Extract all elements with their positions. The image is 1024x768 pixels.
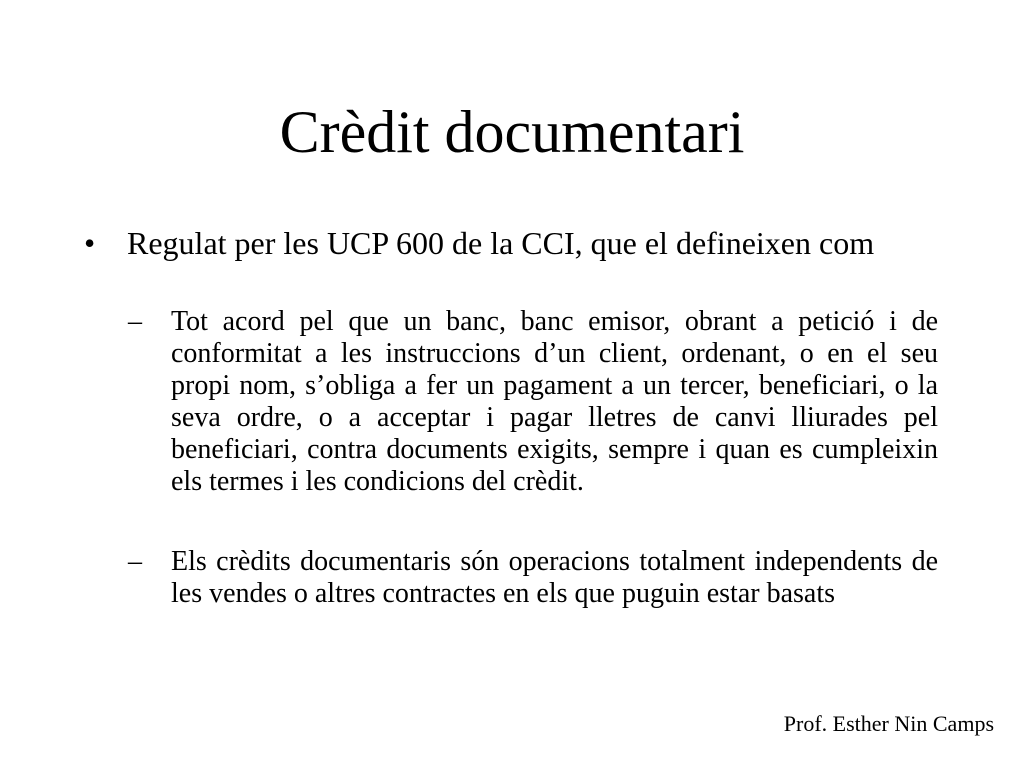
sub-item-independence (128, 546, 938, 610)
dash-icon: – (128, 306, 142, 337)
sub-item-text: Els crèdits documentaris són operacions totalment independents de les vendes o altres contractes en els que puguin estar basats (171, 546, 938, 609)
bullet-text: Regulat per les UCP 600 de la CCI, que el defineixen com (127, 225, 875, 261)
bullet-item (84, 225, 904, 261)
dash-icon: – (128, 546, 142, 577)
sub-item-definition (128, 306, 938, 498)
slide-footer-author: Prof. Esther Nin Camps (783, 711, 994, 736)
slide-title: Crèdit documentari (279, 99, 745, 165)
sub-item-text: Tot acord pel que un banc, banc emisor, obrant a petició i de conformitat a les instruccions d’un client, ordenant, o en el seu propi nom, s’obliga a fer un pagament a un tercer, beneficiari, o la seva ordre, o a acceptar i pagar lletres de canvi lliurades pel beneficiari, contra documents exigits, sempre i quan es cumpleixin els termes i les condicions del crèdit. (171, 306, 938, 497)
bullet-icon: • (84, 225, 96, 261)
